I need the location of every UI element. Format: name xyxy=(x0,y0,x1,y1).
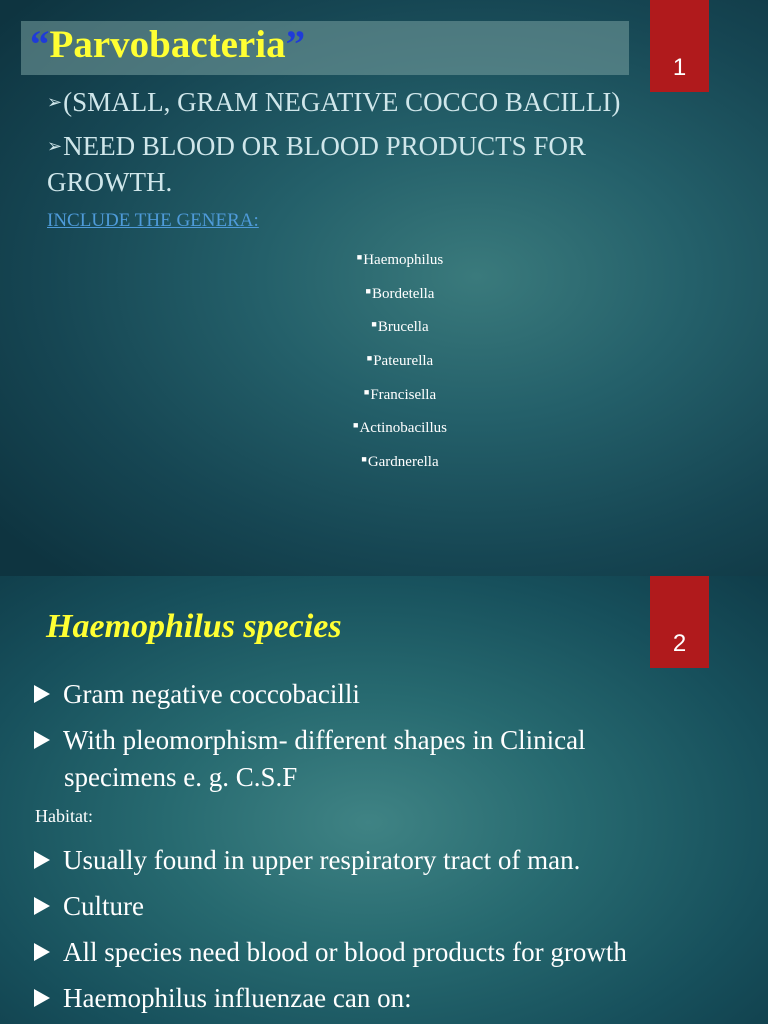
list-item: Haemophilus influenzae can on: xyxy=(34,980,412,1016)
slide-number-badge: 1 xyxy=(650,0,709,92)
arrow-bullet-icon: ➢ xyxy=(47,136,63,156)
square-bullet-icon: ■ xyxy=(356,252,363,262)
triangle-bullet-icon xyxy=(34,989,50,1007)
list-item: ■Actinobacillus xyxy=(353,420,447,437)
square-bullet-icon: ■ xyxy=(365,285,371,296)
triangle-bullet-icon xyxy=(34,897,50,915)
square-bullet-icon: ■ xyxy=(363,386,370,397)
square-bullet-icon: ■ xyxy=(353,420,359,431)
slide-number-badge: 2 xyxy=(650,576,709,668)
habitat-label: Habitat: xyxy=(35,806,93,826)
slide-2 xyxy=(0,576,768,1024)
list-item: Gram negative coccobacilli xyxy=(34,676,360,712)
list-item: ■Gardnerella xyxy=(361,454,439,471)
list-item: All species need blood or blood products for growth xyxy=(34,934,627,970)
bullet-small-gram-negative: ➢(SMALL, GRAM NEGATIVE COCCO BACILLI) xyxy=(47,87,621,117)
list-item: ■Francisella xyxy=(363,386,437,403)
list-item: ■Haemophilus xyxy=(356,252,444,268)
square-bullet-icon: ■ xyxy=(361,454,367,465)
list-item: ■Brucella xyxy=(371,319,429,336)
square-bullet-icon: ■ xyxy=(366,353,373,364)
list-item: Culture xyxy=(34,888,144,924)
triangle-bullet-icon xyxy=(34,851,50,869)
title-word: Parvobacteria xyxy=(49,23,286,66)
triangle-bullet-icon xyxy=(34,943,50,961)
list-item: ■Bordetella xyxy=(365,285,435,302)
arrow-bullet-icon: ➢ xyxy=(47,92,63,112)
slide-2-title: Haemophilus species xyxy=(46,608,342,645)
triangle-bullet-icon xyxy=(34,731,50,749)
genera-list xyxy=(250,246,550,482)
slide-1-title: “Parvobacteria” xyxy=(30,23,306,66)
list-item: Usually found in upper respiratory tract of man. xyxy=(34,842,580,878)
bullet-need-blood: ➢NEED BLOOD OR BLOOD PRODUCTS FOR xyxy=(47,131,586,161)
square-bullet-icon: ■ xyxy=(371,319,377,330)
list-item: With pleomorphism- different shapes in Clinical xyxy=(34,722,586,758)
include-genera-link[interactable]: INCLUDE THE GENERA: xyxy=(47,210,259,231)
bullet-need-blood-cont: GROWTH. xyxy=(47,167,173,197)
list-item: ■Pateurella xyxy=(366,353,434,370)
triangle-bullet-icon xyxy=(34,685,50,703)
list-item-continuation: specimens e. g. C.S.F xyxy=(64,762,298,792)
